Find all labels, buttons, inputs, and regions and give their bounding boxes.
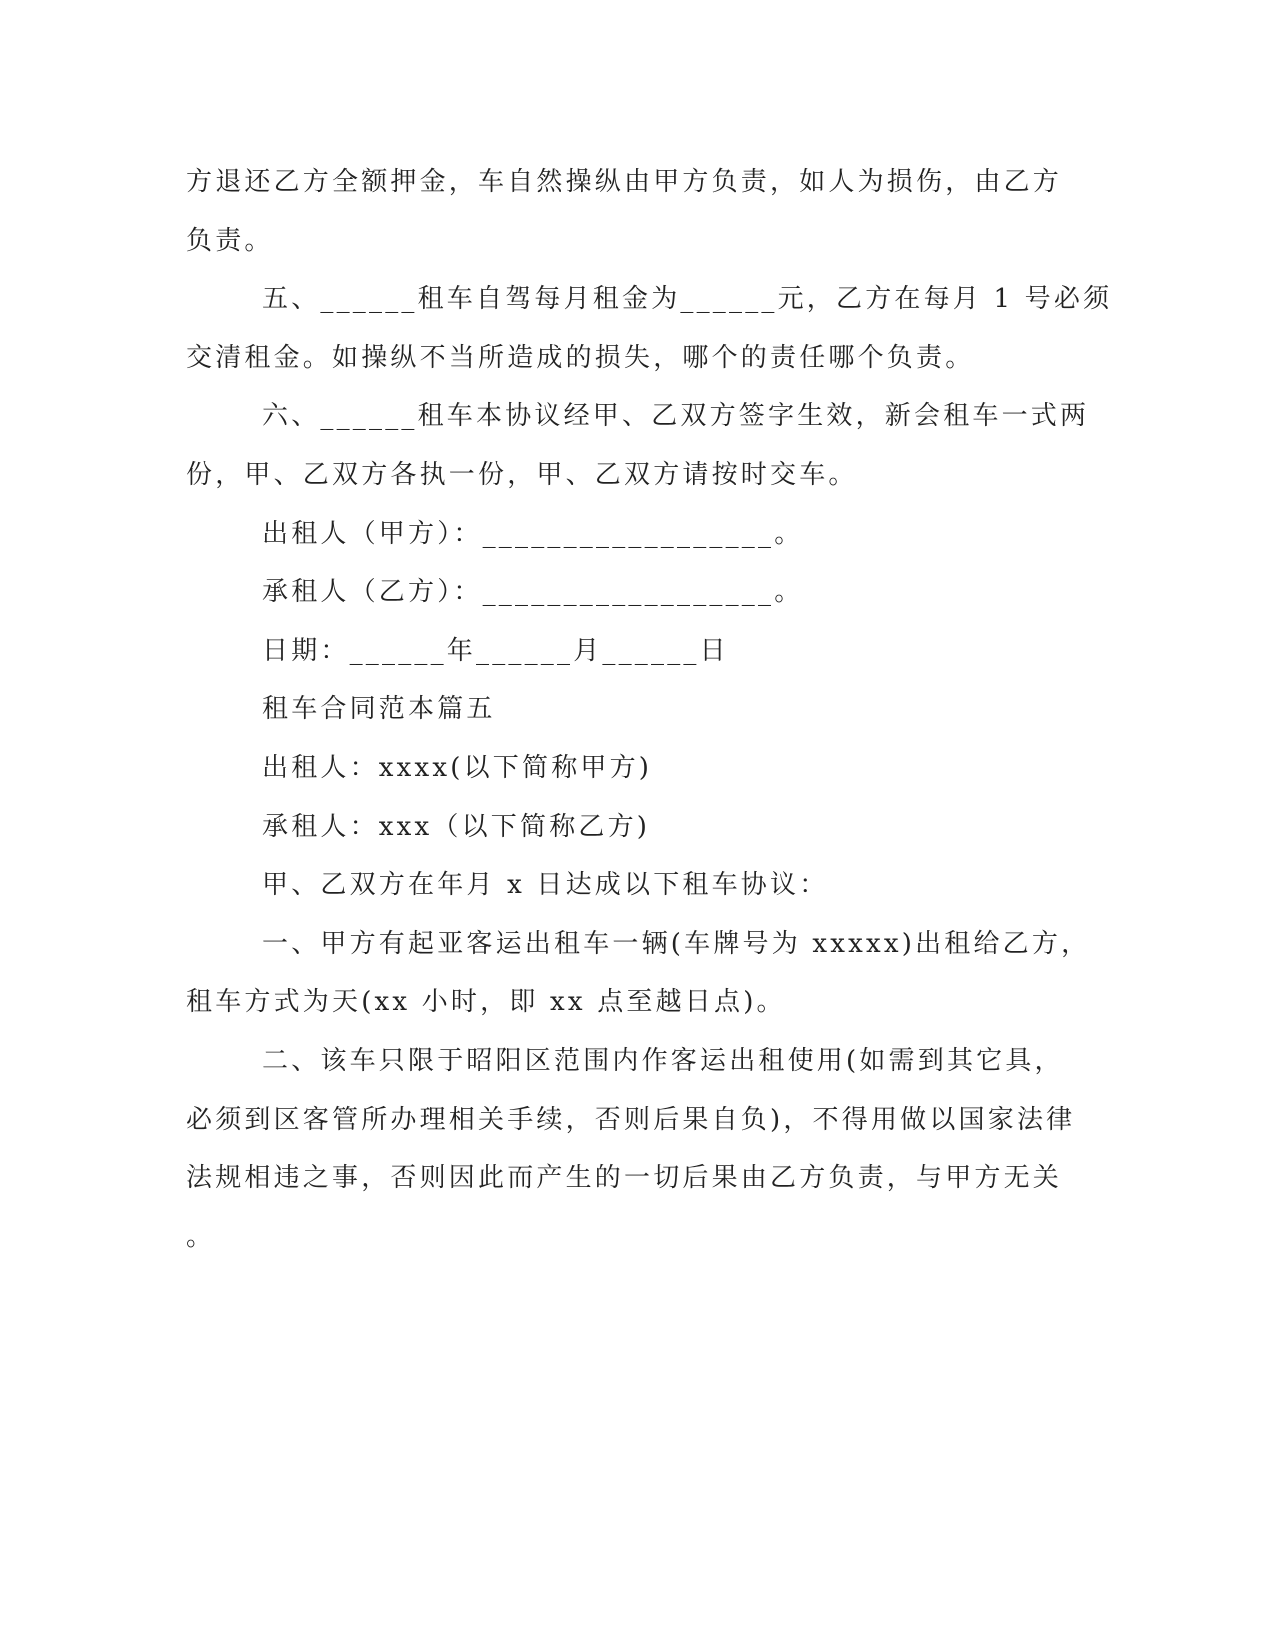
lessee-signature-line: 承租人（乙方）：__________________。 <box>262 577 804 607</box>
text-line: 。 <box>186 1222 216 1252</box>
lessor-signature-line: 出租人（甲方）：__________________。 <box>262 519 804 549</box>
clause-1: 一、甲方有起亚客运出租车一辆(车牌号为 xxxxx)出租给乙方， <box>262 929 1091 959</box>
text-line: 租车方式为天(xx 小时，即 xx 点至越日点)。 <box>186 987 786 1017</box>
text-line: 必须到区客管所办理相关手续，否则后果自负)，不得用做以国家法律 <box>186 1105 1076 1135</box>
lessor-line: 出租人：xxxx(以下简称甲方) <box>262 753 653 783</box>
text-line: 法规相违之事，否则因此而产生的一切后果由乙方负责，与甲方无关 <box>186 1163 1063 1193</box>
clause-5: 五、______租车自驾每月租金为______元，乙方在每月 1 号必须 <box>262 284 1113 314</box>
text-line: 负责。 <box>186 226 274 256</box>
clause-2: 二、该车只限于昭阳区范围内作客运出租使用(如需到其它具， <box>262 1046 1064 1076</box>
section-title: 租车合同范本篇五 <box>262 694 496 724</box>
text-line: 交清租金。如操纵不当所造成的损失，哪个的责任哪个负责。 <box>186 343 975 373</box>
clause-6: 六、______租车本协议经甲、乙双方签字生效，新会租车一式两 <box>262 401 1090 431</box>
text-line: 方退还乙方全额押金，车自然操纵由甲方负责，如人为损伤，由乙方 <box>186 167 1063 197</box>
agreement-intro: 甲、乙双方在年月 x 日达成以下租车协议： <box>262 870 829 900</box>
text-line: 份，甲、乙双方各执一份，甲、乙双方请按时交车。 <box>186 460 858 490</box>
date-line: 日期：______年______月______日 <box>262 636 729 666</box>
lessee-line: 承租人：xxx（以下简称乙方) <box>262 812 651 842</box>
